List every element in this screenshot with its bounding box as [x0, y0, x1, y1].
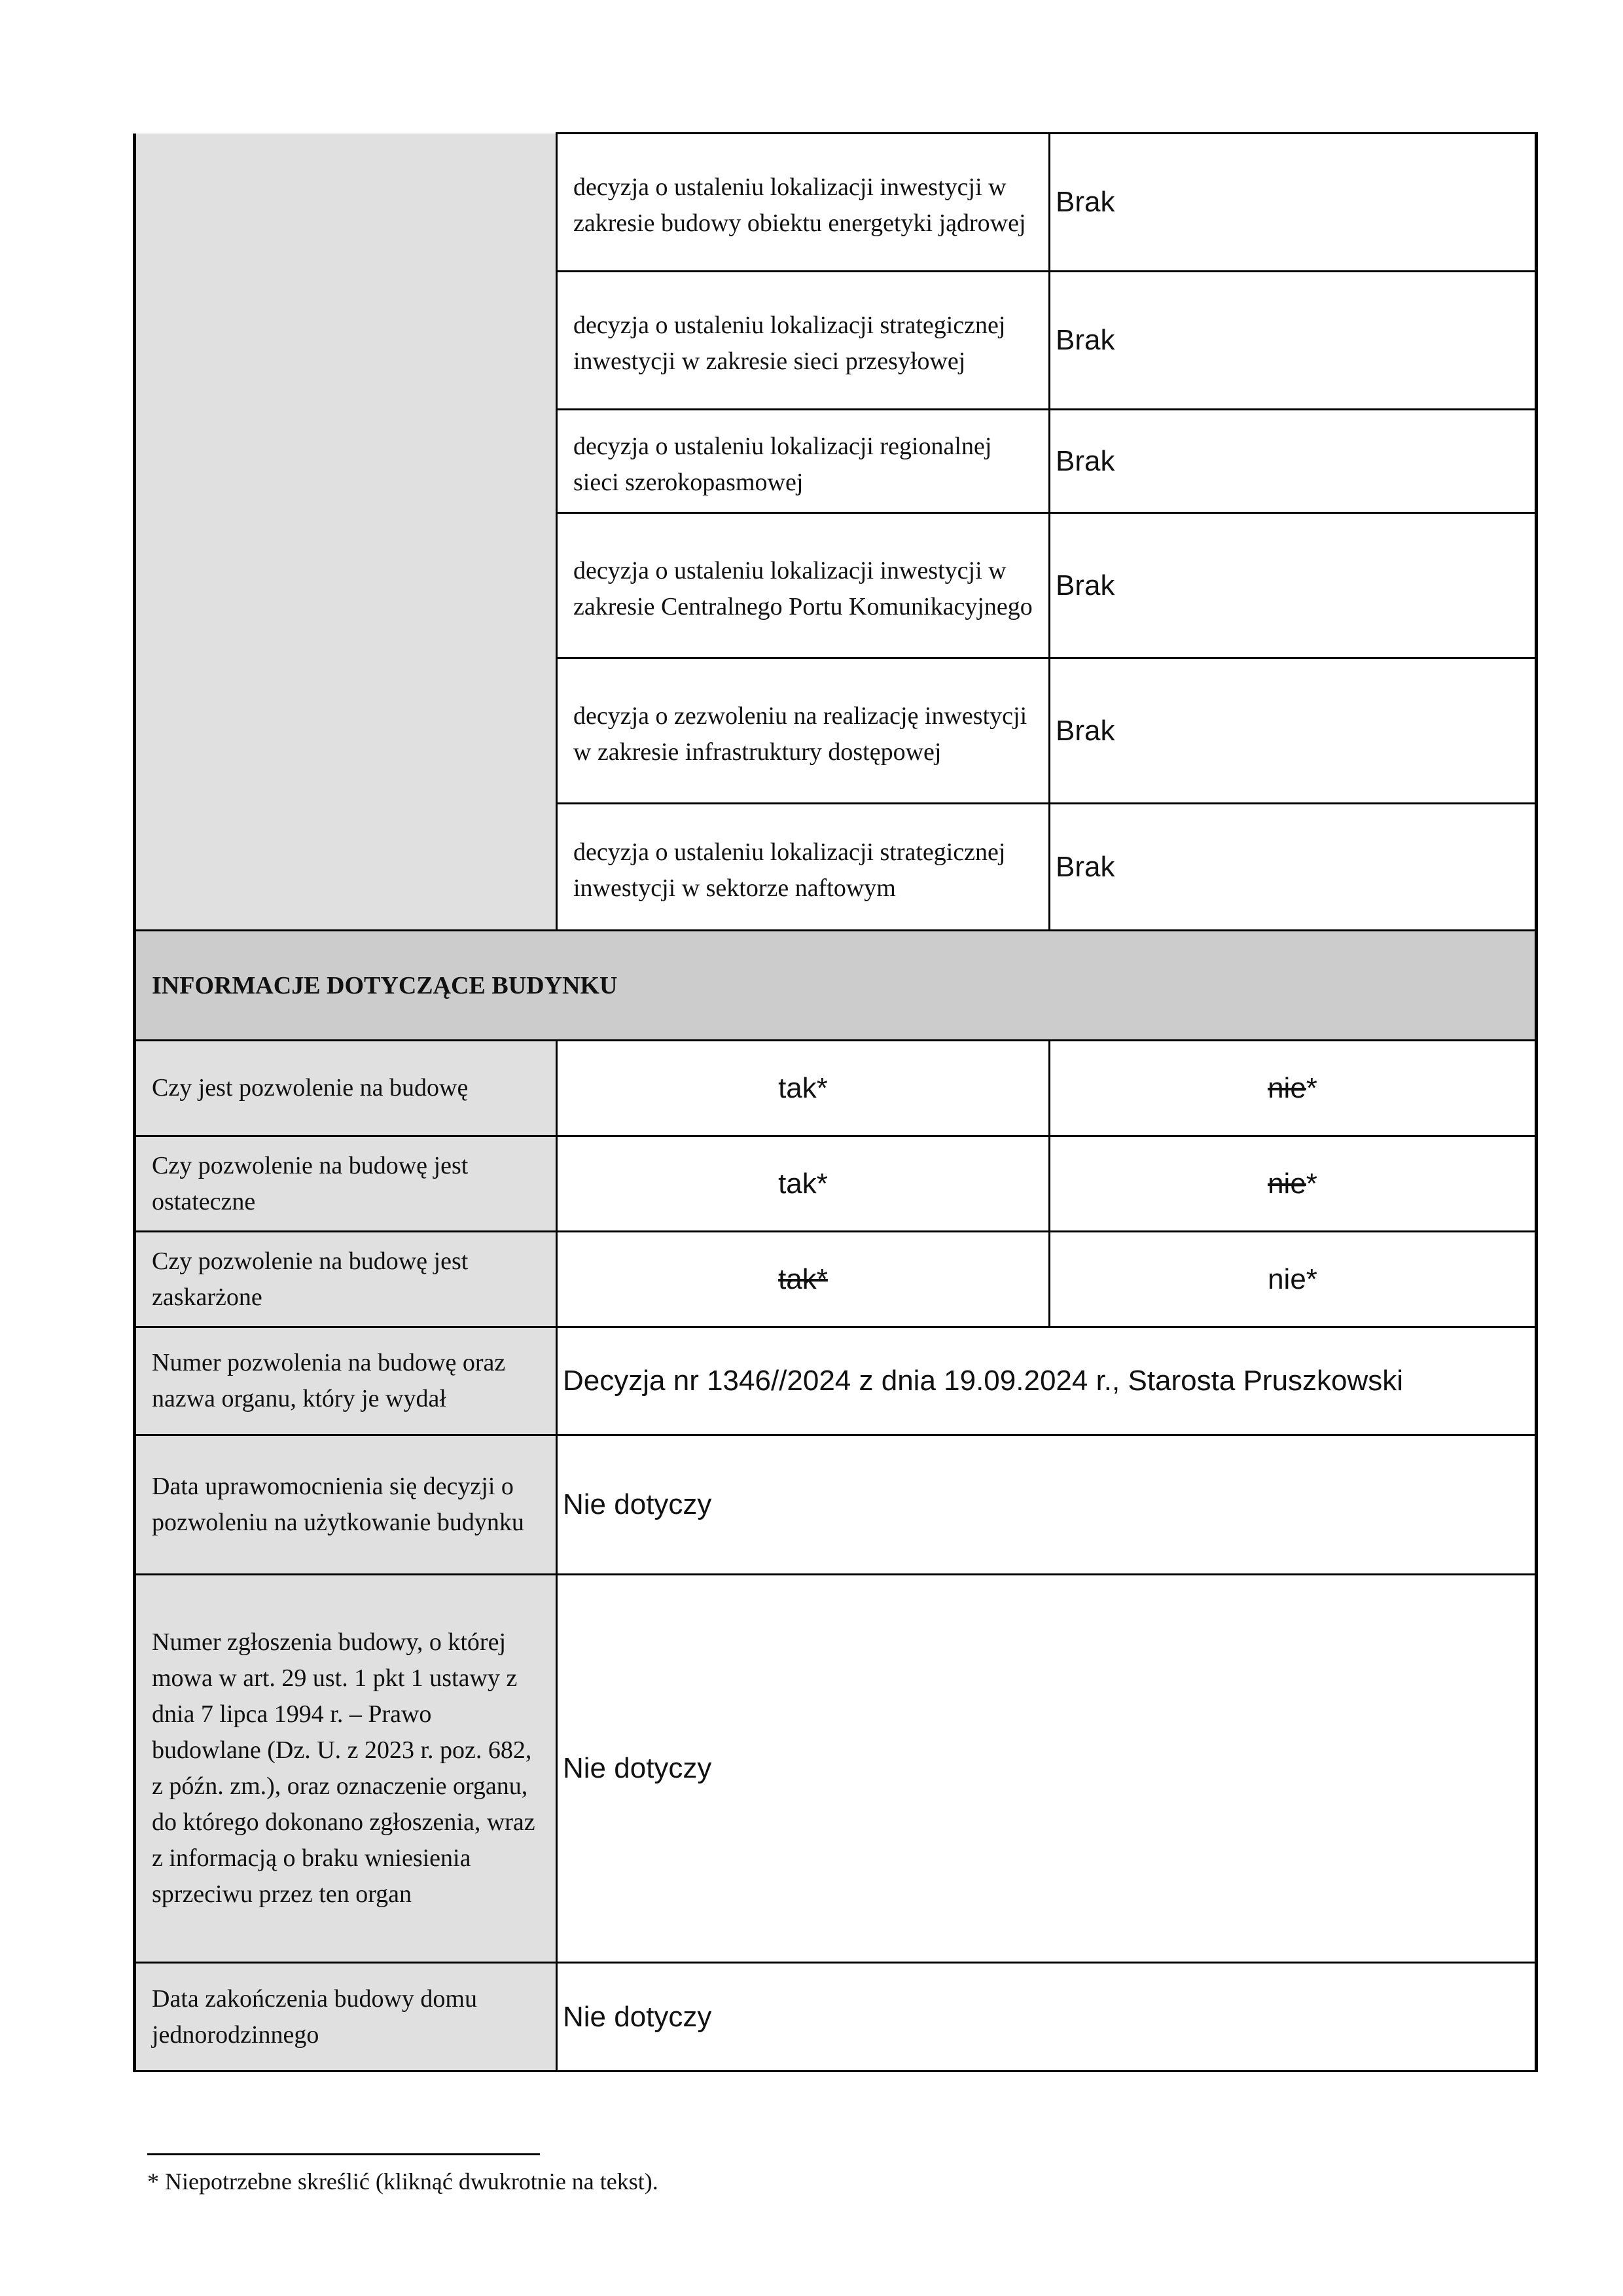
decision-value[interactable]: Brak: [1050, 272, 1537, 410]
question-label: Czy jest pozwolenie na budowę: [135, 1041, 557, 1136]
question-label: Czy pozwolenie na budowę jest ostateczne: [135, 1136, 557, 1232]
info-row: [135, 1963, 1537, 2072]
question-label: Czy pozwolenie na budowę jest zaskarżone: [135, 1232, 557, 1327]
empty-label-cell: [135, 410, 557, 513]
section-header-row: [135, 931, 1537, 1041]
info-label: Data uprawomocnienia się decyzji o pozwoleniu na użytkowanie budynku: [135, 1435, 557, 1575]
decision-row: [135, 513, 1537, 658]
decision-row: [135, 134, 1537, 272]
property-info-table: [133, 132, 1538, 2072]
empty-label-cell: [135, 272, 557, 410]
decision-label: decyzja o ustaleniu lokalizacji strategicznej inwestycji w sektorze naftowym: [557, 804, 1050, 931]
info-row: [135, 1327, 1537, 1435]
empty-label-cell: [135, 513, 557, 658]
yes-no-row: [135, 1041, 1537, 1136]
yes-no-row: [135, 1136, 1537, 1232]
yes-no-row: [135, 1232, 1537, 1327]
no-text: nie*: [1268, 1071, 1317, 1104]
decision-value[interactable]: Brak: [1050, 658, 1537, 804]
empty-label-cell: [135, 658, 557, 804]
no-option[interactable]: [1050, 1041, 1537, 1136]
info-value[interactable]: Nie dotyczy: [557, 1575, 1537, 1963]
decision-value[interactable]: Brak: [1050, 513, 1537, 658]
info-value[interactable]: Decyzja nr 1346//2024 z dnia 19.09.2024 r., Starosta Pruszkowski: [557, 1327, 1537, 1435]
decision-value[interactable]: Brak: [1050, 804, 1537, 931]
decision-row: [135, 658, 1537, 804]
decision-label: decyzja o ustaleniu lokalizacji strategicznej inwestycji w zakresie sieci przesyłowej: [557, 272, 1050, 410]
info-label: Data zakończenia budowy domu jednorodzinnego: [135, 1963, 557, 2072]
yes-text: tak*: [778, 1263, 828, 1295]
footnote-separator: [147, 2153, 540, 2155]
yes-option[interactable]: [557, 1136, 1050, 1232]
section-title: INFORMACJE DOTYCZĄCE BUDYNKU: [135, 931, 1537, 1041]
footnote: * Niepotrzebne skreślić (kliknąć dwukrotnie na tekst).: [147, 2168, 658, 2195]
empty-label-cell: [135, 134, 557, 272]
decision-value[interactable]: Brak: [1050, 134, 1537, 272]
info-value[interactable]: Nie dotyczy: [557, 1435, 1537, 1575]
decision-label: decyzja o zezwoleniu na realizację inwestycji w zakresie infrastruktury dostępowej: [557, 658, 1050, 804]
decision-row: [135, 804, 1537, 931]
decision-row: [135, 272, 1537, 410]
yes-option[interactable]: [557, 1041, 1050, 1136]
no-option[interactable]: [1050, 1232, 1537, 1327]
empty-label-cell: [135, 804, 557, 931]
info-row: [135, 1435, 1537, 1575]
no-option[interactable]: [1050, 1136, 1537, 1232]
no-text: nie*: [1268, 1263, 1317, 1295]
info-value[interactable]: Nie dotyczy: [557, 1963, 1537, 2072]
info-label: Numer zgłoszenia budowy, o której mowa w art. 29 ust. 1 pkt 1 ustawy z dnia 7 lipca 1994 r. – Prawo budowlane (Dz. U. z 2023 r. poz. 682, z późn. zm.), oraz oznaczenie organu, do którego dokonano zgłoszenia, wraz z informacją o braku wniesienia sprzeciwu przez ten organ: [135, 1575, 557, 1963]
decision-label: decyzja o ustaleniu lokalizacji regionalnej sieci szerokopasmowej: [557, 410, 1050, 513]
yes-option[interactable]: [557, 1232, 1050, 1327]
info-row: [135, 1575, 1537, 1963]
no-text: nie*: [1268, 1167, 1317, 1200]
decision-label: decyzja o ustaleniu lokalizacji inwestycji w zakresie budowy obiektu energetyki jądrowej: [557, 134, 1050, 272]
info-label: Numer pozwolenia na budowę oraz nazwa organu, który je wydał: [135, 1327, 557, 1435]
yes-text: tak*: [778, 1167, 828, 1200]
decision-row: [135, 410, 1537, 513]
decision-label: decyzja o ustaleniu lokalizacji inwestycji w zakresie Centralnego Portu Komunikacyjnego: [557, 513, 1050, 658]
yes-text: tak*: [778, 1071, 828, 1104]
decision-value[interactable]: Brak: [1050, 410, 1537, 513]
